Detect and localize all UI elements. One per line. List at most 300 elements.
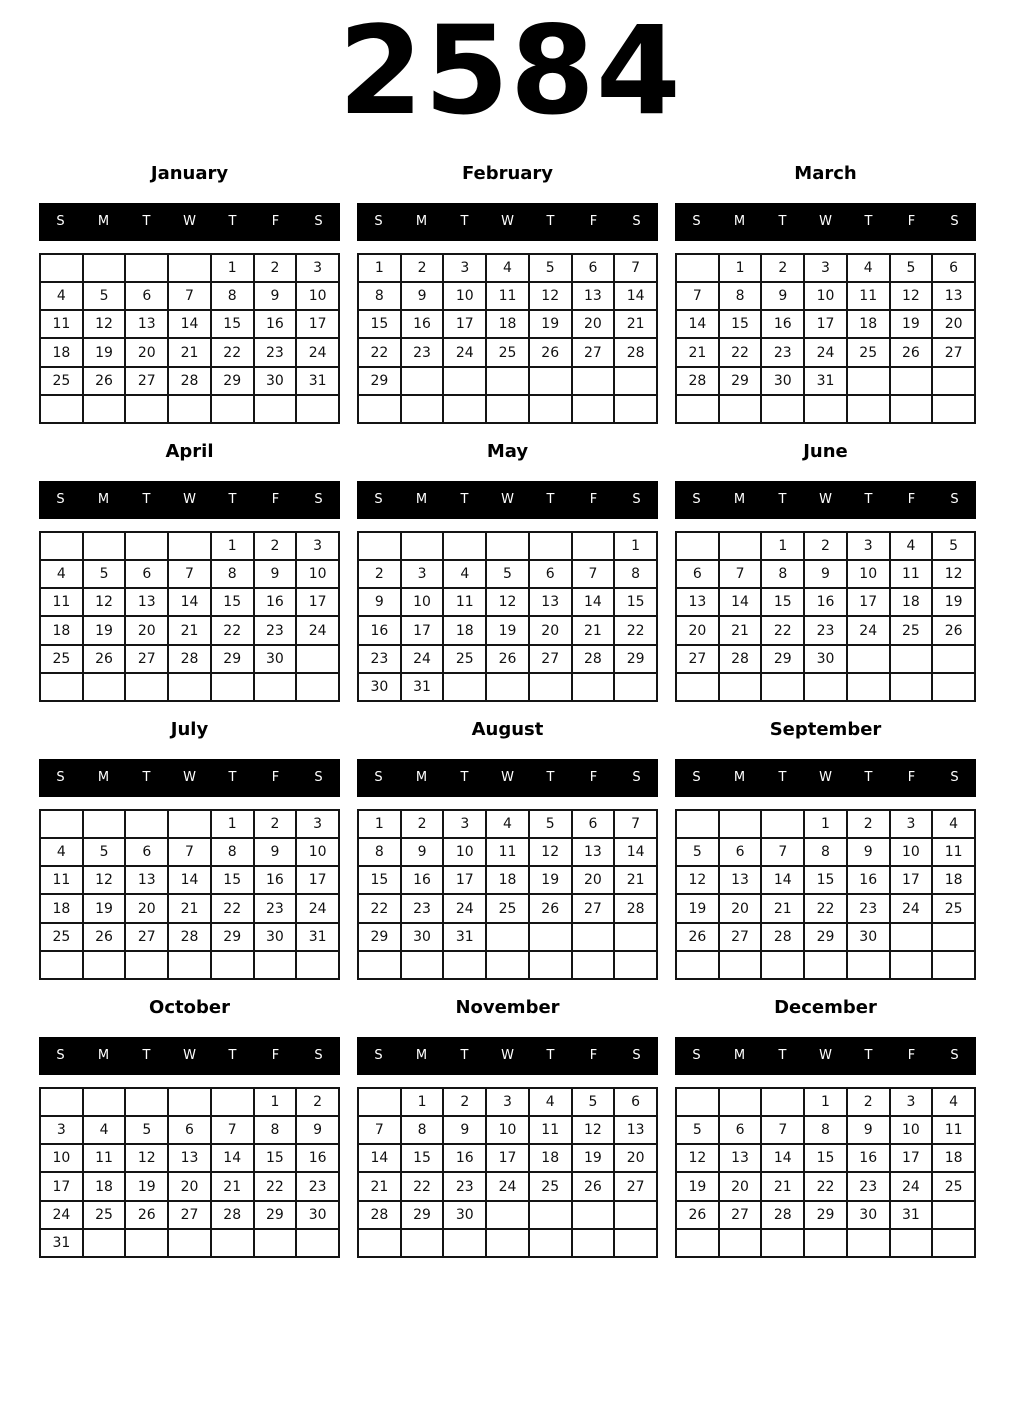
weekday-header-bar bbox=[675, 481, 976, 519]
weekday-label: M bbox=[415, 492, 428, 507]
weekday-label: S bbox=[692, 1048, 701, 1063]
day-cell: 10 bbox=[297, 561, 338, 587]
day-cell: 26 bbox=[891, 339, 932, 365]
weekday-label: T bbox=[228, 214, 237, 229]
day-cell: 19 bbox=[573, 1145, 614, 1171]
day-cell: 27 bbox=[573, 339, 614, 365]
day-cell: 4 bbox=[487, 255, 528, 281]
weekday-label: W bbox=[183, 1048, 196, 1063]
day-cell: 25 bbox=[933, 895, 974, 921]
day-cell: 13 bbox=[677, 589, 718, 615]
day-cell: 6 bbox=[677, 561, 718, 587]
empty-day-cell bbox=[359, 533, 400, 559]
empty-day-cell bbox=[615, 368, 656, 394]
weekday-label: F bbox=[907, 214, 916, 229]
weekday-label: S bbox=[632, 770, 641, 785]
weekday-label: S bbox=[56, 1048, 65, 1063]
day-cell: 14 bbox=[615, 839, 656, 865]
day-cell: 7 bbox=[677, 283, 718, 309]
month-november bbox=[357, 997, 658, 1258]
day-cell: 1 bbox=[212, 811, 253, 837]
empty-day-cell bbox=[762, 1089, 803, 1115]
day-cell: 27 bbox=[169, 1202, 210, 1228]
day-cell: 27 bbox=[720, 924, 761, 950]
weekday-label: T bbox=[778, 492, 787, 507]
day-cell: 2 bbox=[805, 533, 846, 559]
day-cell: 10 bbox=[891, 1117, 932, 1143]
day-cell: 6 bbox=[573, 811, 614, 837]
weekday-label: W bbox=[183, 770, 196, 785]
day-cell: 9 bbox=[762, 283, 803, 309]
day-cell: 27 bbox=[933, 339, 974, 365]
day-grid bbox=[39, 253, 340, 424]
weekday-label: F bbox=[589, 214, 598, 229]
day-cell: 22 bbox=[212, 617, 253, 643]
empty-day-cell bbox=[933, 396, 974, 422]
day-cell: 4 bbox=[891, 533, 932, 559]
weekday-label: S bbox=[314, 492, 323, 507]
day-cell: 16 bbox=[359, 617, 400, 643]
day-cell: 23 bbox=[297, 1173, 338, 1199]
weekday-label: S bbox=[692, 214, 701, 229]
day-cell: 24 bbox=[41, 1202, 82, 1228]
weekday-header-bar bbox=[675, 203, 976, 241]
day-cell: 16 bbox=[402, 867, 443, 893]
weekday-label: T bbox=[460, 1048, 469, 1063]
day-cell: 2 bbox=[762, 255, 803, 281]
day-cell: 25 bbox=[41, 924, 82, 950]
day-cell: 26 bbox=[84, 368, 125, 394]
day-cell: 1 bbox=[212, 255, 253, 281]
month-august bbox=[357, 719, 658, 980]
day-cell: 9 bbox=[255, 283, 296, 309]
day-cell: 15 bbox=[255, 1145, 296, 1171]
day-cell: 4 bbox=[41, 561, 82, 587]
day-cell: 9 bbox=[255, 561, 296, 587]
weekday-label: T bbox=[142, 492, 151, 507]
weekday-label: S bbox=[632, 214, 641, 229]
day-cell: 6 bbox=[126, 561, 167, 587]
empty-day-cell bbox=[126, 1089, 167, 1115]
day-cell: 30 bbox=[402, 924, 443, 950]
day-cell: 23 bbox=[255, 895, 296, 921]
month-title: December bbox=[774, 997, 877, 1018]
day-cell: 29 bbox=[805, 924, 846, 950]
day-cell: 22 bbox=[359, 339, 400, 365]
empty-day-cell bbox=[891, 1230, 932, 1256]
weekday-label: M bbox=[733, 492, 746, 507]
empty-day-cell bbox=[677, 255, 718, 281]
empty-day-cell bbox=[169, 1089, 210, 1115]
day-cell: 8 bbox=[805, 839, 846, 865]
day-cell: 11 bbox=[487, 839, 528, 865]
weekday-header-bar bbox=[357, 481, 658, 519]
empty-day-cell bbox=[255, 1230, 296, 1256]
empty-day-cell bbox=[487, 368, 528, 394]
day-cell: 17 bbox=[444, 867, 485, 893]
day-cell: 20 bbox=[126, 895, 167, 921]
day-cell: 5 bbox=[530, 255, 571, 281]
day-cell: 5 bbox=[933, 533, 974, 559]
day-cell: 22 bbox=[805, 895, 846, 921]
weekday-label: W bbox=[183, 214, 196, 229]
day-cell: 18 bbox=[891, 589, 932, 615]
weekday-label: F bbox=[271, 1048, 280, 1063]
day-cell: 30 bbox=[255, 924, 296, 950]
empty-day-cell bbox=[720, 1230, 761, 1256]
day-cell: 16 bbox=[848, 867, 889, 893]
empty-day-cell bbox=[615, 674, 656, 700]
month-title: July bbox=[170, 719, 209, 740]
day-cell: 30 bbox=[444, 1202, 485, 1228]
day-cell: 12 bbox=[126, 1145, 167, 1171]
day-cell: 2 bbox=[444, 1089, 485, 1115]
day-cell: 24 bbox=[297, 895, 338, 921]
day-cell: 22 bbox=[805, 1173, 846, 1199]
day-cell: 5 bbox=[573, 1089, 614, 1115]
day-cell: 7 bbox=[169, 839, 210, 865]
weekday-label: S bbox=[692, 492, 701, 507]
day-cell: 28 bbox=[762, 924, 803, 950]
month-title: April bbox=[165, 441, 214, 462]
weekday-label: S bbox=[950, 770, 959, 785]
empty-day-cell bbox=[677, 674, 718, 700]
weekday-label: T bbox=[546, 770, 555, 785]
day-cell: 7 bbox=[573, 561, 614, 587]
day-cell: 2 bbox=[255, 811, 296, 837]
empty-day-cell bbox=[359, 952, 400, 978]
weekday-label: T bbox=[228, 770, 237, 785]
day-cell: 29 bbox=[720, 368, 761, 394]
weekday-label: M bbox=[415, 770, 428, 785]
day-cell: 15 bbox=[805, 867, 846, 893]
weekday-label: T bbox=[546, 1048, 555, 1063]
day-cell: 3 bbox=[487, 1089, 528, 1115]
year-title: 2584 bbox=[338, 0, 682, 142]
day-cell: 24 bbox=[891, 1173, 932, 1199]
day-cell: 29 bbox=[762, 646, 803, 672]
day-cell: 13 bbox=[530, 589, 571, 615]
day-cell: 8 bbox=[212, 561, 253, 587]
day-cell: 13 bbox=[126, 867, 167, 893]
empty-day-cell bbox=[933, 646, 974, 672]
day-cell: 15 bbox=[359, 867, 400, 893]
day-cell: 4 bbox=[848, 255, 889, 281]
day-cell: 4 bbox=[444, 561, 485, 587]
weekday-label: S bbox=[56, 770, 65, 785]
day-cell: 11 bbox=[891, 561, 932, 587]
day-cell: 5 bbox=[677, 1117, 718, 1143]
empty-day-cell bbox=[444, 368, 485, 394]
day-cell: 26 bbox=[126, 1202, 167, 1228]
weekday-label: S bbox=[314, 770, 323, 785]
empty-day-cell bbox=[297, 952, 338, 978]
empty-day-cell bbox=[573, 924, 614, 950]
day-cell: 15 bbox=[359, 311, 400, 337]
day-cell: 22 bbox=[402, 1173, 443, 1199]
weekday-label: T bbox=[778, 1048, 787, 1063]
empty-day-cell bbox=[573, 1230, 614, 1256]
day-cell: 11 bbox=[84, 1145, 125, 1171]
day-cell: 12 bbox=[573, 1117, 614, 1143]
day-cell: 14 bbox=[169, 589, 210, 615]
day-cell: 13 bbox=[720, 867, 761, 893]
day-cell: 13 bbox=[573, 283, 614, 309]
day-cell: 19 bbox=[84, 339, 125, 365]
weekday-header-bar bbox=[39, 481, 340, 519]
day-cell: 12 bbox=[530, 839, 571, 865]
day-cell: 16 bbox=[848, 1145, 889, 1171]
day-cell: 11 bbox=[487, 283, 528, 309]
empty-day-cell bbox=[487, 396, 528, 422]
day-cell: 29 bbox=[359, 368, 400, 394]
day-cell: 28 bbox=[677, 368, 718, 394]
day-cell: 20 bbox=[720, 895, 761, 921]
day-cell: 12 bbox=[84, 311, 125, 337]
month-april bbox=[39, 441, 340, 702]
day-cell: 19 bbox=[891, 311, 932, 337]
day-cell: 16 bbox=[444, 1145, 485, 1171]
day-cell: 20 bbox=[126, 617, 167, 643]
weekday-label: M bbox=[733, 770, 746, 785]
day-cell: 27 bbox=[126, 368, 167, 394]
day-cell: 28 bbox=[169, 368, 210, 394]
empty-day-cell bbox=[848, 396, 889, 422]
weekday-label: T bbox=[546, 214, 555, 229]
weekday-label: M bbox=[415, 214, 428, 229]
empty-day-cell bbox=[126, 674, 167, 700]
day-cell: 22 bbox=[615, 617, 656, 643]
empty-day-cell bbox=[41, 1089, 82, 1115]
empty-day-cell bbox=[359, 1230, 400, 1256]
day-cell: 1 bbox=[255, 1089, 296, 1115]
empty-day-cell bbox=[444, 674, 485, 700]
day-cell: 24 bbox=[444, 339, 485, 365]
day-cell: 19 bbox=[126, 1173, 167, 1199]
day-cell: 28 bbox=[359, 1202, 400, 1228]
day-cell: 15 bbox=[212, 867, 253, 893]
empty-day-cell bbox=[126, 952, 167, 978]
empty-day-cell bbox=[84, 952, 125, 978]
empty-day-cell bbox=[805, 396, 846, 422]
weekday-label: S bbox=[950, 214, 959, 229]
day-cell: 14 bbox=[615, 283, 656, 309]
day-cell: 19 bbox=[84, 617, 125, 643]
empty-day-cell bbox=[848, 952, 889, 978]
day-cell: 21 bbox=[573, 617, 614, 643]
weekday-label: T bbox=[142, 214, 151, 229]
day-cell: 28 bbox=[615, 339, 656, 365]
day-cell: 27 bbox=[677, 646, 718, 672]
empty-day-cell bbox=[359, 396, 400, 422]
month-may bbox=[357, 441, 658, 702]
day-cell: 12 bbox=[891, 283, 932, 309]
day-cell: 7 bbox=[762, 1117, 803, 1143]
day-cell: 11 bbox=[444, 589, 485, 615]
day-cell: 12 bbox=[84, 867, 125, 893]
empty-day-cell bbox=[615, 1230, 656, 1256]
day-cell: 26 bbox=[573, 1173, 614, 1199]
day-cell: 21 bbox=[762, 895, 803, 921]
day-cell: 11 bbox=[933, 839, 974, 865]
empty-day-cell bbox=[487, 924, 528, 950]
day-cell: 25 bbox=[848, 339, 889, 365]
weekday-label: T bbox=[778, 214, 787, 229]
empty-day-cell bbox=[444, 952, 485, 978]
day-cell: 14 bbox=[762, 1145, 803, 1171]
day-cell: 29 bbox=[212, 924, 253, 950]
weekday-label: S bbox=[374, 770, 383, 785]
day-cell: 19 bbox=[530, 311, 571, 337]
empty-day-cell bbox=[615, 1202, 656, 1228]
empty-day-cell bbox=[677, 1230, 718, 1256]
empty-day-cell bbox=[84, 811, 125, 837]
day-cell: 16 bbox=[255, 867, 296, 893]
month-october bbox=[39, 997, 340, 1258]
weekday-label: W bbox=[819, 1048, 832, 1063]
day-cell: 29 bbox=[615, 646, 656, 672]
day-cell: 20 bbox=[573, 867, 614, 893]
weekday-label: S bbox=[632, 1048, 641, 1063]
empty-day-cell bbox=[530, 396, 571, 422]
day-cell: 23 bbox=[444, 1173, 485, 1199]
day-grid bbox=[39, 1087, 340, 1258]
weekday-label: F bbox=[907, 492, 916, 507]
day-cell: 28 bbox=[169, 646, 210, 672]
day-cell: 27 bbox=[573, 895, 614, 921]
weekday-label: M bbox=[97, 492, 110, 507]
empty-day-cell bbox=[212, 396, 253, 422]
weekday-label: M bbox=[415, 1048, 428, 1063]
day-cell: 1 bbox=[359, 811, 400, 837]
empty-day-cell bbox=[933, 924, 974, 950]
empty-day-cell bbox=[848, 646, 889, 672]
empty-day-cell bbox=[41, 811, 82, 837]
empty-day-cell bbox=[212, 1089, 253, 1115]
month-title: March bbox=[794, 163, 857, 184]
weekday-header-bar bbox=[39, 203, 340, 241]
day-cell: 30 bbox=[255, 368, 296, 394]
month-title: November bbox=[455, 997, 560, 1018]
empty-day-cell bbox=[805, 1230, 846, 1256]
day-cell: 5 bbox=[677, 839, 718, 865]
day-cell: 16 bbox=[805, 589, 846, 615]
day-grid bbox=[357, 253, 658, 424]
day-cell: 4 bbox=[933, 811, 974, 837]
weekday-label: T bbox=[228, 492, 237, 507]
weekday-label: S bbox=[692, 770, 701, 785]
empty-day-cell bbox=[615, 396, 656, 422]
empty-day-cell bbox=[848, 368, 889, 394]
day-cell: 18 bbox=[41, 895, 82, 921]
month-december bbox=[675, 997, 976, 1258]
weekday-label: F bbox=[589, 770, 598, 785]
empty-day-cell bbox=[573, 533, 614, 559]
day-cell: 19 bbox=[677, 1173, 718, 1199]
empty-day-cell bbox=[933, 368, 974, 394]
weekday-header-bar bbox=[357, 203, 658, 241]
empty-day-cell bbox=[487, 533, 528, 559]
empty-day-cell bbox=[169, 952, 210, 978]
empty-day-cell bbox=[297, 674, 338, 700]
day-cell: 13 bbox=[615, 1117, 656, 1143]
empty-day-cell bbox=[487, 1202, 528, 1228]
day-cell: 6 bbox=[933, 255, 974, 281]
weekday-label: W bbox=[819, 214, 832, 229]
day-cell: 21 bbox=[720, 617, 761, 643]
empty-day-cell bbox=[41, 674, 82, 700]
day-cell: 22 bbox=[212, 339, 253, 365]
day-cell: 12 bbox=[487, 589, 528, 615]
day-cell: 3 bbox=[41, 1117, 82, 1143]
day-cell: 25 bbox=[530, 1173, 571, 1199]
day-cell: 19 bbox=[933, 589, 974, 615]
empty-day-cell bbox=[84, 255, 125, 281]
weekday-header-bar bbox=[357, 1037, 658, 1075]
day-cell: 24 bbox=[297, 339, 338, 365]
empty-day-cell bbox=[762, 674, 803, 700]
empty-day-cell bbox=[891, 952, 932, 978]
day-cell: 12 bbox=[677, 867, 718, 893]
weekday-label: T bbox=[460, 214, 469, 229]
day-cell: 24 bbox=[444, 895, 485, 921]
empty-day-cell bbox=[720, 674, 761, 700]
empty-day-cell bbox=[402, 396, 443, 422]
day-cell: 23 bbox=[805, 617, 846, 643]
day-cell: 22 bbox=[762, 617, 803, 643]
day-cell: 2 bbox=[297, 1089, 338, 1115]
empty-day-cell bbox=[169, 396, 210, 422]
weekday-label: M bbox=[733, 214, 746, 229]
day-cell: 18 bbox=[933, 867, 974, 893]
day-cell: 8 bbox=[255, 1117, 296, 1143]
weekday-label: F bbox=[271, 492, 280, 507]
day-cell: 9 bbox=[297, 1117, 338, 1143]
weekday-label: S bbox=[56, 492, 65, 507]
empty-day-cell bbox=[573, 368, 614, 394]
day-cell: 25 bbox=[41, 646, 82, 672]
day-cell: 25 bbox=[41, 368, 82, 394]
weekday-label: S bbox=[374, 214, 383, 229]
weekday-label: W bbox=[501, 492, 514, 507]
day-cell: 14 bbox=[720, 589, 761, 615]
month-title: September bbox=[769, 719, 882, 740]
day-cell: 6 bbox=[573, 255, 614, 281]
day-cell: 15 bbox=[212, 311, 253, 337]
day-cell: 9 bbox=[805, 561, 846, 587]
day-cell: 2 bbox=[848, 1089, 889, 1115]
empty-day-cell bbox=[720, 533, 761, 559]
weekday-header-bar bbox=[39, 1037, 340, 1075]
empty-day-cell bbox=[677, 396, 718, 422]
day-cell: 29 bbox=[212, 646, 253, 672]
empty-day-cell bbox=[169, 255, 210, 281]
day-cell: 21 bbox=[677, 339, 718, 365]
day-cell: 6 bbox=[126, 839, 167, 865]
day-cell: 8 bbox=[402, 1117, 443, 1143]
day-cell: 14 bbox=[762, 867, 803, 893]
day-cell: 21 bbox=[615, 311, 656, 337]
weekday-label: T bbox=[546, 492, 555, 507]
day-cell: 18 bbox=[933, 1145, 974, 1171]
day-cell: 4 bbox=[84, 1117, 125, 1143]
empty-day-cell bbox=[720, 811, 761, 837]
day-cell: 23 bbox=[255, 617, 296, 643]
day-cell: 17 bbox=[402, 617, 443, 643]
empty-day-cell bbox=[677, 952, 718, 978]
day-cell: 13 bbox=[573, 839, 614, 865]
day-cell: 12 bbox=[677, 1145, 718, 1171]
